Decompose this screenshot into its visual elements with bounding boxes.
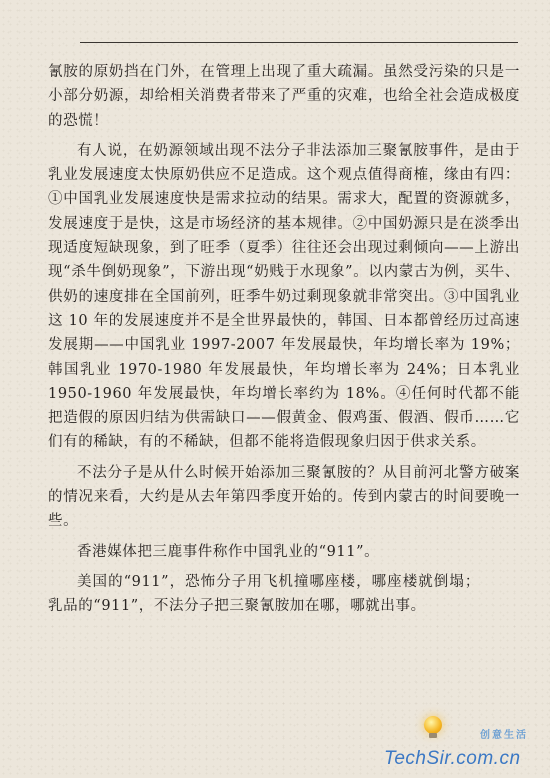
lightbulb-icon [424, 716, 442, 734]
paragraph-hk-media: 香港媒体把三鹿事件称作中国乳业的“911”。 [77, 543, 380, 560]
lightbulb-base [429, 733, 437, 738]
header-rule [80, 42, 518, 43]
paragraph-continuation: 氰胺的原奶挡在门外，在管理上出现了重大疏漏。虽然受污染的只是一小部分奶源，却给相关消费者带来了严重的灾难，也给全社会造成极度的恐慌！ [48, 64, 520, 129]
watermark-logo [362, 698, 550, 778]
watermark-slogan: 创意生活 [480, 730, 528, 741]
paragraph-911-analogy: 美国的“911”，恐怖分子用飞机撞哪座楼，哪座楼就倒塌；乳品的“911”，不法分子把三聚氰胺加在哪，哪就出事。 [48, 573, 480, 615]
article-body [48, 60, 520, 619]
paragraph-four-reasons: 有人说，在奶源领域出现不法分子非法添加三聚氰胺事件，是由于乳业发展速度太快原奶供应不足造成。这个观点值得商榷，缘由有四：①中国乳业发展速度快是需求拉动的结果。需求大，配置的资源就多，发展速度于是快，这是市场经济的基本规律。②中国奶源只是在淡季出现适度短缺现象，到了旺季（夏季）往往还会出现过剩倾向——上游出现“杀牛倒奶现象”，下游出现“奶贱于水现象”。以内蒙古为例，买牛、供奶的速度排在全国前列，旺季牛奶过剩现象就非常突出。③中国乳业这 10 年的发展速度并不是全世界最快的，韩国、日本都曾经历过高速发展期——中国乳业 1997-2007 年发展最快，年均增长率为 19%；韩国乳业 1970-1980 年发展最快，年均增长率为 24%；日本乳业 1950-1960 年发展最快，年均增长率约为 18%。④任何时代都不能把造假的原因归结为供需缺口——假黄金、假鸡蛋、假酒、假币……它们有的稀缺，有的不稀缺，但都不能将造假现象归因于供求关系。 [48, 142, 520, 451]
watermark-site: TechSir.com.cn [384, 748, 521, 769]
paragraph-timing: 不法分子是从什么时候开始添加三聚氰胺的？从目前河北警方破案的情况来看，大约是从去年第四季度开始的。传到内蒙古的时间要晚一些。 [48, 464, 520, 530]
